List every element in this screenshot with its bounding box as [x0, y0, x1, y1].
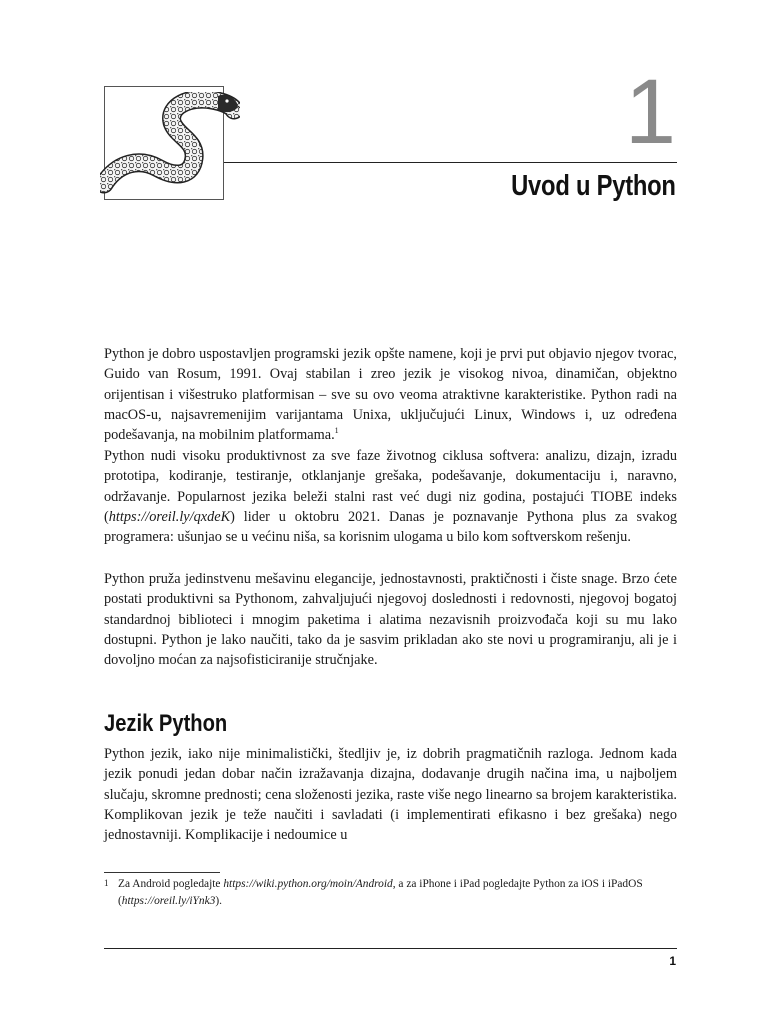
section-heading: Jezik Python — [104, 710, 228, 737]
footnote-mark: 1 — [104, 878, 109, 888]
chapter-title: Uvod u Python — [511, 170, 676, 202]
footnote-rule — [104, 872, 220, 873]
paragraph-elegance — [104, 569, 677, 670]
paragraph-text: Python je dobro uspostavljen programski jezik opšte namene, koji je prvi put objavio njegov tvorac, Guido van Rosum, 1991. Ovaj stabilan i zreo jezik je visokog nivoa, dinamičan, objektno orijentisan i višestruko platformisan – sve su ovo veoma atraktivne karakteristike. Python radi na macOS-u, najsavremenijim varijantama Unixa, uključujući Linux, Windows i, uz određena podešavanja, na mobilnim platformama. — [104, 346, 677, 444]
paragraph-text: Python nudi visoku produktivnost za sve faze životnog ciklusa softvera: analizu, dizajn, izradu prototipa, kodiranje, testiranje, otklanjanje grešaka, podešavanje, dokumentaciju i, naravno, održavanje. Popularnost jezika beleži stalni rast već dugi niz godina, postajući TIOBE indeks ( — [104, 448, 677, 525]
chapter-rule — [224, 162, 677, 163]
paragraph-text: ) lider u oktobru 2021. Danas je poznavanje Pythona plus za svakog programera: ušunjao se u većinu niša, sa korisnim ulogama u bilo kom softverskom rešenju. — [104, 508, 677, 546]
python-snake-icon — [100, 92, 240, 204]
paragraph-language — [104, 744, 677, 845]
footnote — [104, 876, 677, 910]
footnote-text: ). — [215, 895, 222, 907]
paragraph-text: Python pruža jedinstvenu mešavinu elegancije, jednostavnosti, praktičnosti i čiste snage. Brzo ćete postati produktivni sa Pythonom, zahvaljujući njegovoj doslednosti i redovnosti, njegovoj bogatoj standardnoj biblioteci i mnogim paketima i alatima nezavisnih proizvođača koji su mu lako dostupni. Python je lako naučiti, tako da je sasvim prikladan ako ste novi u programiranju, ali je i dovoljno moćan za najsofisticiranije stručnjake. — [104, 571, 677, 669]
ios-link[interactable]: https://oreil.ly/iYnk3 — [121, 895, 216, 907]
footer-rule — [104, 948, 677, 949]
paragraph-text: Python jezik, iako nije minimalistički, štedljiv je, iz dobrih pragmatičnih razloga. Jednom kada jezik ponudi jedan dobar način izražavanja dizajna, dodavanje drugih načina ima, u najboljem slučaju, skromne prednosti; cena složenosti jezika, raste više nego linearno sa brojem karakteristika. Komplikovan jezik je teže naučiti i savladati (i implementirati efikasno i bez grešaka) nego jednostavniji. Komplikacije i nedoumice u — [104, 746, 677, 844]
footnote-reference[interactable]: 1 — [334, 426, 339, 436]
paragraph-intro — [104, 344, 677, 445]
tiobe-link[interactable]: https://oreil.ly/qxdeK — [108, 508, 231, 525]
footnote-text: Za Android pogledajte — [118, 878, 224, 890]
paragraph-productivity — [104, 446, 677, 547]
android-wiki-link[interactable]: https://wiki.python.org/moin/Android — [223, 878, 393, 890]
chapter-number: 1 — [624, 61, 676, 163]
page-number: 1 — [669, 954, 676, 968]
footnote-text: , a za iPhone i iPad pogledajte Python za iOS i iPadOS ( — [118, 878, 643, 907]
footnote-body — [118, 876, 673, 910]
